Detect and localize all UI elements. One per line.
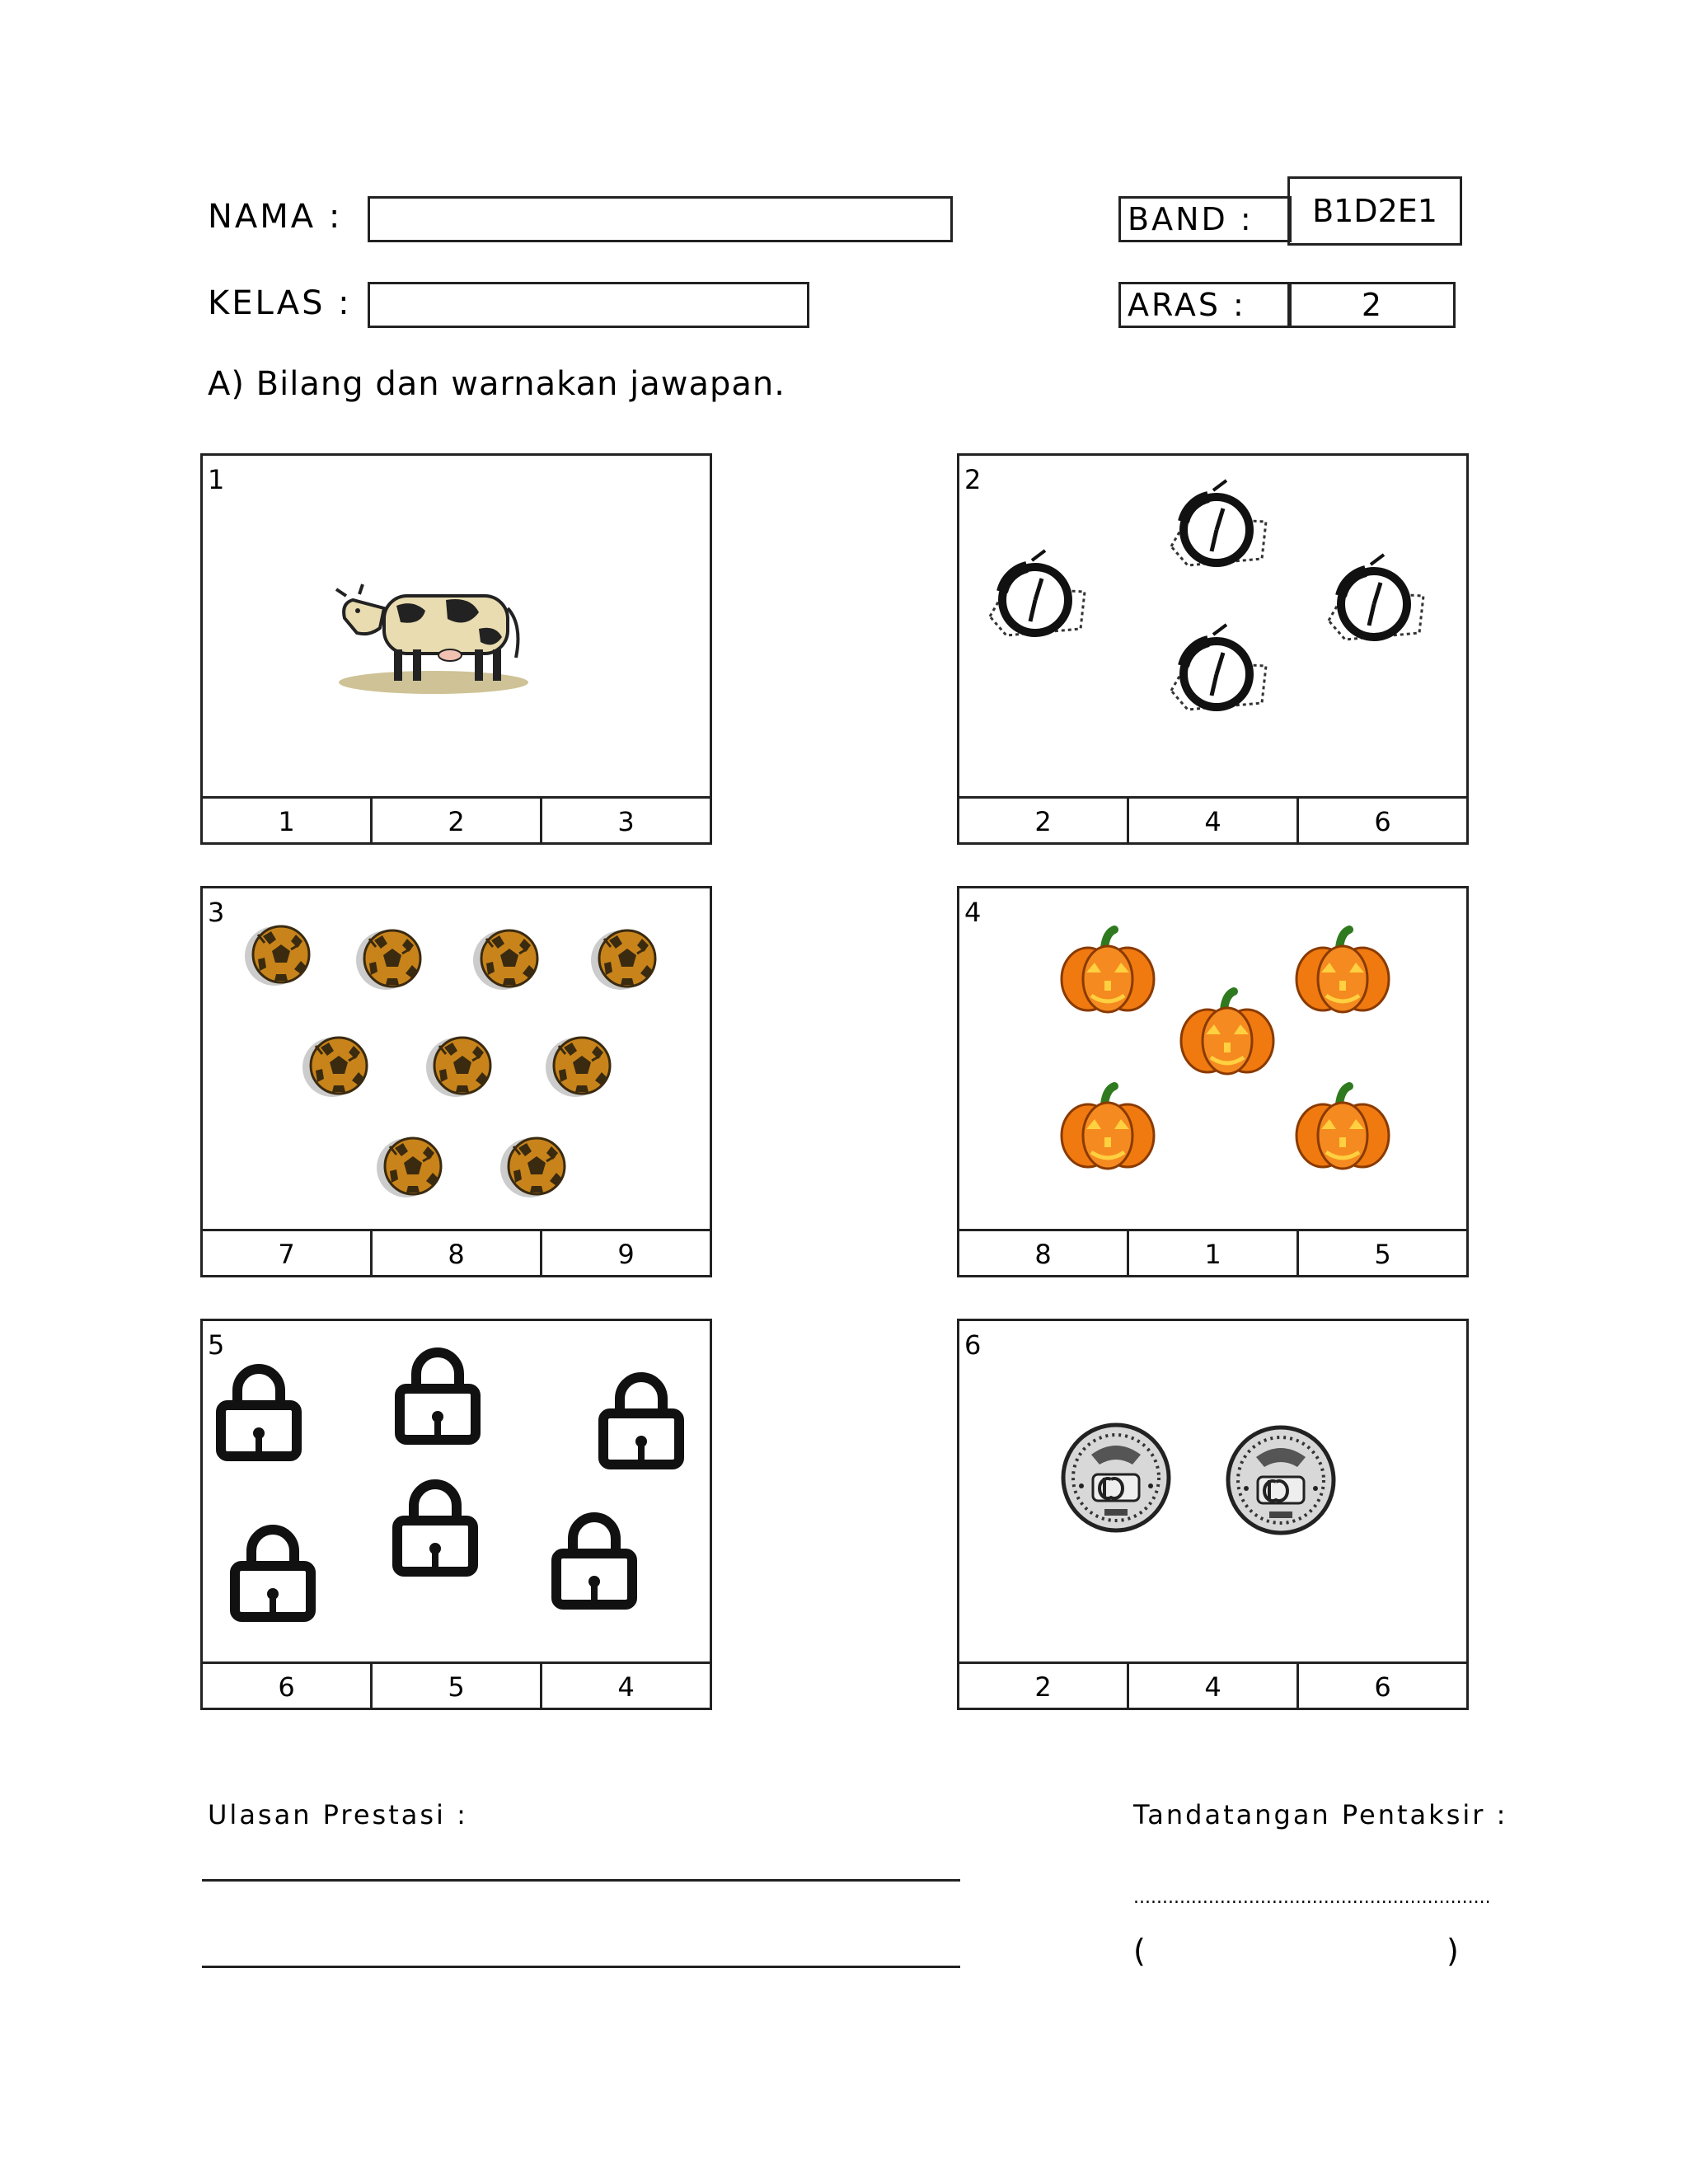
answer-option[interactable]: 6 [1296,799,1469,845]
ulasan-label: Ulasan Prestasi : [208,1799,468,1830]
answer-options [957,1229,1469,1277]
answer-option[interactable]: 3 [540,799,712,845]
aras-value: 2 [1287,282,1456,328]
question-number: 4 [964,897,982,928]
answer-option[interactable]: 6 [200,1664,370,1710]
answer-option[interactable]: 8 [957,1231,1127,1277]
question-4 [957,886,1469,1277]
answer-option[interactable]: 1 [200,799,370,845]
answer-option[interactable]: 2 [957,799,1127,845]
question-number: 5 [208,1329,225,1361]
instruction: A) Bilang dan warnakan jawapan. [208,365,785,403]
coin-icon [959,1321,1466,1666]
answer-options [200,1229,712,1277]
nama-input[interactable] [368,196,953,242]
answer-option[interactable]: 5 [370,1664,540,1710]
tandatangan-label: Tandatangan Pentaksir : [1133,1799,1508,1830]
question-number: 1 [208,464,225,495]
answer-option[interactable]: 9 [540,1231,712,1277]
answer-option[interactable]: 4 [540,1664,712,1710]
band-label: BAND : [1118,196,1292,242]
question-5 [200,1319,712,1710]
pumpkin-icon [959,888,1466,1233]
answer-option[interactable]: 2 [370,799,540,845]
padlock-icon [203,1321,710,1666]
clock-icon [959,456,1466,800]
question-number: 6 [964,1329,982,1361]
band-value: B1D2E1 [1287,176,1462,246]
answer-options [957,1661,1469,1710]
answer-options [200,1661,712,1710]
aras-label: ARAS : [1118,282,1292,328]
answer-option[interactable]: 8 [370,1231,540,1277]
answer-option[interactable]: 7 [200,1231,370,1277]
answer-option[interactable]: 5 [1296,1231,1469,1277]
answer-option[interactable]: 2 [957,1664,1127,1710]
close-paren: ) [1447,1933,1459,1969]
ulasan-line-1[interactable] [202,1879,960,1882]
question-number: 3 [208,897,225,928]
answer-option[interactable]: 4 [1127,799,1296,845]
question-number: 2 [964,464,982,495]
ulasan-line-2[interactable] [202,1966,960,1968]
football-icon [203,888,710,1233]
answer-options [957,796,1469,845]
answer-option[interactable]: 6 [1296,1664,1469,1710]
question-2 [957,453,1469,845]
question-1 [200,453,712,845]
answer-option[interactable]: 1 [1127,1231,1296,1277]
nama-label: NAMA : [208,198,343,236]
signature-line[interactable]: .............................................................. [1133,1887,1491,1908]
question-3 [200,886,712,1277]
cow-icon [203,456,710,800]
answer-option[interactable]: 4 [1127,1664,1296,1710]
question-6 [957,1319,1469,1710]
answer-options [200,796,712,845]
open-paren: ( [1133,1933,1146,1969]
kelas-input[interactable] [368,282,809,328]
kelas-label: KELAS : [208,284,352,322]
